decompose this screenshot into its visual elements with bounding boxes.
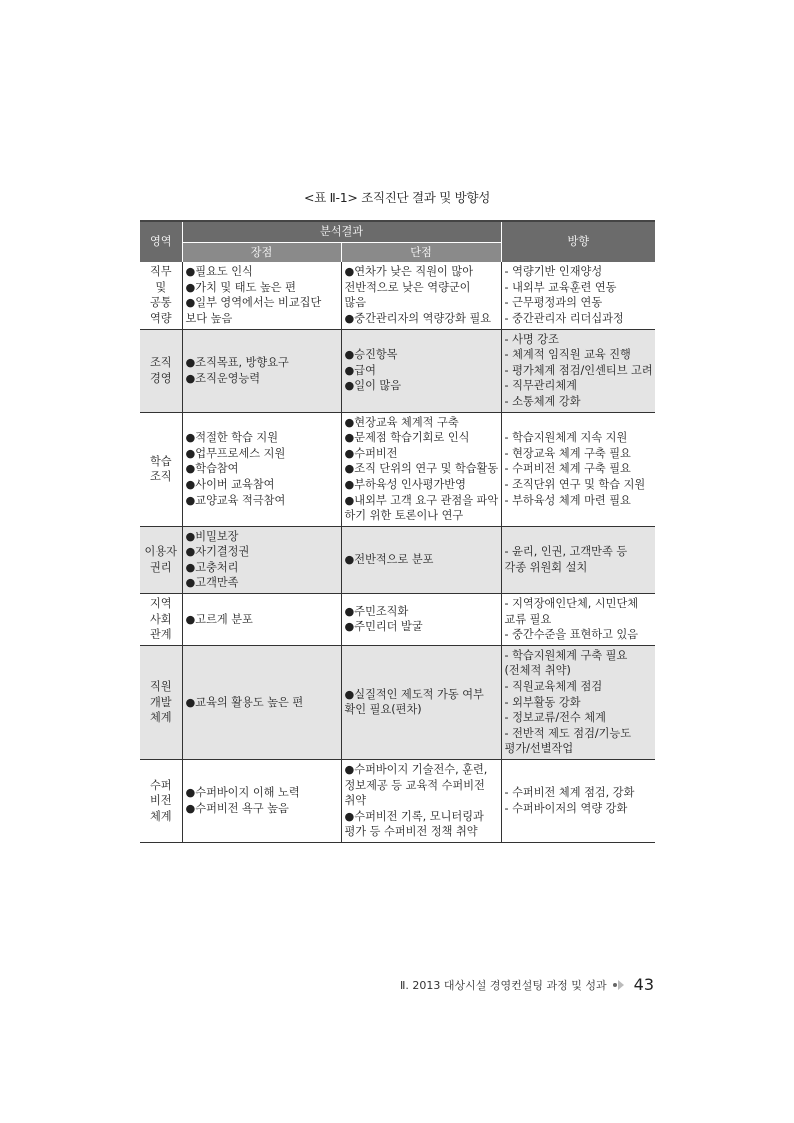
- cell-line: - 평가체계 점검/인센티브 고려: [504, 363, 653, 377]
- table-row: [140, 412, 655, 526]
- table-row: [140, 526, 655, 593]
- cell-line: - 중간관리자 리더십과정: [504, 311, 624, 325]
- area-cell: [140, 645, 182, 759]
- table-row: [140, 329, 655, 412]
- page-footer: [400, 975, 654, 994]
- cell-line: - 직무관리체계: [504, 379, 577, 393]
- cell-line: ●조직 단위의 연구 및 학습활동: [344, 462, 499, 476]
- table-row: [140, 262, 655, 329]
- cell-line: 평가/선별작업: [504, 742, 574, 756]
- cell-line: ●고충처리: [185, 560, 239, 574]
- cell-line: 전반적으로 낮은 역량군이: [344, 280, 471, 294]
- weakness-cell: [341, 594, 501, 646]
- footer-text: Ⅱ. 2013 대상시설 경영컨설팅 과정 및 성과: [399, 978, 607, 992]
- table-row: [140, 760, 655, 843]
- weakness-cell: [341, 645, 501, 759]
- cell-line: - 전반적 제도 점검/기능도: [504, 726, 632, 740]
- weakness-cell: [341, 526, 501, 593]
- cell-line: ●실질적인 제도적 가동 여부: [344, 687, 484, 701]
- cell-line: ●교양교육 적극참여: [185, 493, 286, 507]
- area-cell: [140, 329, 182, 412]
- cell-line: ●수퍼비전 기록, 모니터링과: [344, 809, 484, 823]
- cell-line: - 소통체계 강화: [504, 394, 581, 408]
- cell-line: ●수퍼바이지 이해 노력: [185, 786, 300, 800]
- area-cell: [140, 594, 182, 646]
- cell-line: - 내외부 교육훈련 연동: [504, 280, 617, 294]
- cell-line: - 직원교육체계 점검: [504, 680, 603, 694]
- cell-line: ●자기결정권: [185, 545, 250, 559]
- area-cell: [140, 760, 182, 843]
- cell-line: - 수퍼비전 체계 구축 필요: [504, 462, 631, 476]
- cell-line: 하기 위한 토론이나 연구: [344, 509, 464, 523]
- cell-line: 직무: [149, 265, 172, 279]
- cell-line: 관계: [149, 628, 172, 642]
- cell-line: ●급여: [344, 363, 376, 377]
- area-cell: [140, 526, 182, 593]
- cell-line: 지역: [149, 597, 172, 611]
- cell-line: ●수퍼비전: [344, 446, 398, 460]
- cell-line: - 역량기반 인재양성: [504, 265, 603, 279]
- weakness-cell: [341, 412, 501, 526]
- cell-line: ●교육의 활용도 높은 편: [185, 695, 304, 709]
- cell-line: - 조직단위 연구 및 학습 지원: [504, 477, 646, 491]
- cell-line: ●일부 영역에서는 비교집단: [185, 296, 322, 310]
- header-weakness: 단점: [341, 242, 501, 262]
- cell-line: ●내외부 고객 요구 관점을 파악: [344, 493, 499, 507]
- cell-line: ●문제점 학습기회로 인식: [344, 431, 470, 445]
- cell-line: ●가치 및 태도 높은 편: [185, 280, 296, 294]
- cell-line: ●고르게 분포: [185, 612, 253, 626]
- cell-line: ●주민조직화: [344, 604, 409, 618]
- header-analysis: 분석결과: [182, 221, 501, 242]
- cell-line: - 부하육성 체계 마련 필요: [504, 493, 631, 507]
- area-cell: [140, 262, 182, 329]
- cell-line: 평가 등 수퍼비전 정책 취약: [344, 825, 478, 839]
- cell-line: 확인 필요(편차): [344, 703, 422, 717]
- cell-line: - 지역장애인단체, 시민단체: [504, 597, 639, 611]
- page-number: 43: [633, 975, 654, 994]
- cell-line: ●전반적으로 분포: [344, 553, 434, 567]
- cell-line: ●업무프로세스 지원: [185, 446, 286, 460]
- cell-line: 권리: [149, 560, 172, 574]
- direction-cell: [501, 760, 655, 843]
- cell-line: 수퍼: [149, 778, 172, 792]
- cell-line: 경영: [149, 371, 172, 385]
- cell-line: ●현장교육 체계적 구축: [344, 415, 459, 429]
- area-cell: [140, 412, 182, 526]
- cell-line: 교류 필요: [504, 612, 552, 626]
- cell-line: 직원: [149, 680, 172, 694]
- cell-line: ●수퍼바이지 기술전수, 훈련,: [344, 763, 488, 776]
- cell-line: ●고객만족: [185, 576, 239, 590]
- direction-cell: [501, 594, 655, 646]
- cell-line: ●중간관리자의 역량강화 필요: [344, 311, 492, 325]
- cell-line: 개발: [149, 695, 172, 709]
- strength-cell: [182, 526, 341, 593]
- cell-line: - 중간수준을 표현하고 있음: [504, 628, 639, 642]
- cell-line: ●수퍼비전 욕구 높음: [185, 801, 289, 815]
- cell-line: (전체적 취약): [504, 664, 571, 678]
- cell-line: 학습: [149, 454, 172, 468]
- table-row: [140, 594, 655, 646]
- weakness-cell: [341, 262, 501, 329]
- cell-line: - 수퍼비전 체계 점검, 강화: [504, 786, 635, 800]
- arrow-bullet-icon: [613, 980, 624, 990]
- table-row: [140, 645, 655, 759]
- cell-line: - 체계적 임직원 교육 진행: [504, 348, 631, 362]
- cell-line: ●조직목표, 방향요구: [185, 355, 289, 369]
- cell-line: 조직: [149, 355, 172, 369]
- cell-line: 역량: [149, 311, 172, 325]
- cell-line: ●적절한 학습 지원: [185, 431, 279, 445]
- cell-line: 많음: [344, 296, 367, 310]
- cell-line: ●사이버 교육참여: [185, 477, 275, 491]
- strength-cell: [182, 760, 341, 843]
- direction-cell: [501, 329, 655, 412]
- direction-cell: [501, 262, 655, 329]
- cell-line: - 현장교육 체계 구축 필요: [504, 446, 631, 460]
- strength-cell: [182, 262, 341, 329]
- strength-cell: [182, 329, 341, 412]
- cell-line: - 수퍼바이저의 역량 강화: [504, 801, 628, 815]
- diagnosis-table: [140, 220, 655, 843]
- cell-line: - 학습지원체계 지속 지원: [504, 431, 628, 445]
- cell-line: 체계: [149, 711, 172, 725]
- weakness-cell: [341, 329, 501, 412]
- header-strength: 장점: [182, 242, 341, 262]
- table-caption: <표 Ⅱ-1> 조직진단 결과 및 방향성: [304, 190, 490, 205]
- direction-cell: [501, 412, 655, 526]
- cell-line: ●승진항목: [344, 348, 398, 362]
- cell-line: 각종 위원회 설치: [504, 560, 588, 574]
- cell-line: ●조직운영능력: [185, 371, 261, 385]
- cell-line: 및: [155, 280, 167, 294]
- cell-line: 이용자: [144, 545, 177, 559]
- cell-line: ●일이 많음: [344, 379, 402, 393]
- cell-line: 조직: [149, 470, 172, 484]
- cell-line: ●필요도 인식: [185, 265, 253, 279]
- cell-line: 보다 높음: [185, 311, 233, 325]
- cell-line: ●부하육성 인사평가반영: [344, 477, 466, 491]
- cell-line: ●주민리더 발굴: [344, 620, 423, 634]
- cell-line: - 사명 강조: [504, 332, 559, 346]
- cell-line: 비전: [149, 794, 172, 808]
- cell-line: 취약: [344, 794, 367, 808]
- direction-cell: [501, 645, 655, 759]
- cell-line: ●연차가 낮은 직원이 많아: [344, 265, 474, 279]
- direction-cell: [501, 526, 655, 593]
- cell-line: 공통: [149, 296, 172, 310]
- cell-line: - 학습지원체계 구축 필요: [504, 648, 628, 662]
- header-area: 영역: [140, 221, 182, 262]
- strength-cell: [182, 645, 341, 759]
- cell-line: 사회: [149, 612, 172, 626]
- cell-line: ●학습참여: [185, 462, 239, 476]
- cell-line: - 외부활동 강화: [504, 695, 581, 709]
- cell-line: ●비밀보장: [185, 529, 239, 543]
- weakness-cell: [341, 760, 501, 843]
- cell-line: - 정보교류/전수 체계: [504, 711, 606, 725]
- cell-line: 체계: [149, 809, 172, 823]
- cell-line: 정보제공 등 교육적 수퍼비전: [344, 778, 485, 792]
- strength-cell: [182, 412, 341, 526]
- cell-line: - 윤리, 인권, 고객만족 등: [504, 545, 628, 559]
- cell-line: - 근무평정과의 연동: [504, 296, 603, 310]
- header-direction: 방향: [501, 221, 655, 262]
- strength-cell: [182, 594, 341, 646]
